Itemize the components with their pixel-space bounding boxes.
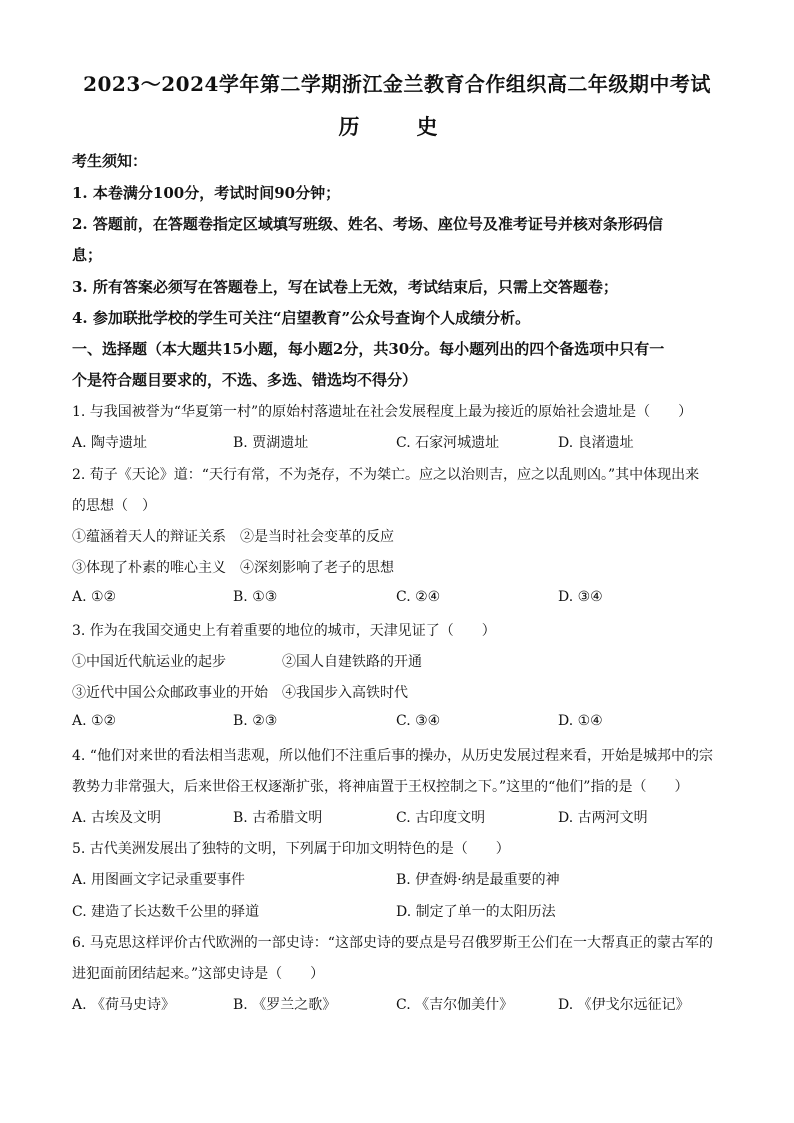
question-3-option-c[interactable]: C. ③④ — [396, 713, 441, 729]
question-6-option-d[interactable]: D. 《伊戈尔远征记》 — [558, 997, 690, 1013]
question-1-text: 1. 与我国被誉为“华夏第一村”的原始村落遗址在社会发展程度上最为接近的原始社会遗址是（ ） — [72, 404, 693, 420]
question-4-option-a[interactable]: A. 古埃及文明 — [72, 810, 162, 826]
subject-label: 历 史 — [338, 114, 456, 139]
question-6-option-c[interactable]: C. 《吉尔伽美什》 — [396, 997, 514, 1013]
section-heading: 一、选择题（本大题共15小题，每小题2分，共30分。每小题列出的四个备选项中只有一 — [72, 340, 665, 358]
question-3-option-b[interactable]: B. ②③ — [233, 713, 278, 729]
question-1-option-d[interactable]: D. 良渚遗址 — [558, 435, 634, 451]
question-4-text-cont: 教势力非常强大，后来世俗王权逐渐扩张，将神庙置于王权控制之下。”这里的“他们”指的是（ ） — [72, 779, 689, 795]
question-5-option-b[interactable]: B. 伊查姆·纳是最重要的神 — [396, 872, 560, 888]
question-2-option-d[interactable]: D. ③④ — [558, 589, 603, 605]
section-heading-cont: 个是符合题目要求的，不选、多选、错选均不得分） — [72, 371, 418, 389]
question-2-statements: ③体现了朴素的唯心主义 ④深刻影响了老子的思想 — [72, 560, 394, 576]
question-1-option-b[interactable]: B. 贾湖遗址 — [233, 435, 309, 451]
notice-heading: 考生须知： — [72, 152, 148, 170]
question-2-statements: ①蕴涵着天人的辩证关系 ②是当时社会变革的反应 — [72, 529, 394, 545]
question-6-option-b[interactable]: B. 《罗兰之歌》 — [233, 997, 337, 1013]
question-5-option-a[interactable]: A. 用图画文字记录重要事件 — [72, 872, 246, 888]
question-3-statements: ③近代中国公众邮政事业的开始 ④我国步入高铁时代 — [72, 685, 408, 701]
question-2-text-cont: 的思想（ ） — [72, 498, 156, 514]
question-2-option-c[interactable]: C. ②④ — [396, 589, 441, 605]
notice-item: 2. 答题前，在答题卷指定区域填写班级、姓名、考场、座位号及准考证号并核对条形码信 — [72, 215, 663, 233]
notice-item: 4. 参加联批学校的学生可关注“启望教育”公众号查询个人成绩分析。 — [72, 309, 531, 327]
notice-item: 1. 本卷满分100分，考试时间90分钟； — [72, 184, 341, 202]
question-3-statements: ①中国近代航运业的起步 ②国人自建铁路的开通 — [72, 654, 422, 670]
question-3-option-a[interactable]: A. ①② — [72, 713, 117, 729]
question-4-option-c[interactable]: C. 古印度文明 — [396, 810, 486, 826]
question-4-text: 4. “他们对来世的看法相当悲观，所以他们不注重后事的操办，从历史发展过程来看，开始是城邦中的宗 — [72, 748, 713, 764]
notice-item: 3. 所有答案必须写在答题卷上，写在试卷上无效，考试结束后，只需上交答题卷； — [72, 278, 618, 296]
question-6-text-cont: 进犯面前团结起来。”这部史诗是（ ） — [72, 966, 325, 982]
question-5-option-d[interactable]: D. 制定了单一的太阳历法 — [396, 904, 556, 920]
question-3-text: 3. 作为在我国交通史上有着重要的地位的城市，天津见证了（ ） — [72, 623, 496, 639]
question-3-option-d[interactable]: D. ①④ — [558, 713, 603, 729]
question-2-option-b[interactable]: B. ①③ — [233, 589, 278, 605]
notice-item: 息； — [72, 246, 103, 264]
question-1-option-a[interactable]: A. 陶寺遗址 — [72, 435, 148, 451]
exam-title: 2023～2024学年第二学期浙江金兰教育合作组织高二年级期中考试 — [83, 72, 711, 96]
question-5-text: 5. 古代美洲发展出了独特的文明，下列属于印加文明特色的是（ ） — [72, 841, 510, 857]
question-1-option-c[interactable]: C. 石家河城遗址 — [396, 435, 500, 451]
question-5-option-c[interactable]: C. 建造了长达数千公里的驿道 — [72, 904, 260, 920]
question-2-text: 2. 荀子《天论》道：“天行有常，不为尧存，不为桀亡。应之以治则吉，应之以乱则凶。”其中体现出来 — [72, 467, 700, 483]
question-6-option-a[interactable]: A. 《荷马史诗》 — [72, 997, 176, 1013]
question-2-option-a[interactable]: A. ①② — [72, 589, 117, 605]
question-6-text: 6. 马克思这样评价古代欧洲的一部史诗：“这部史诗的要点是号召俄罗斯王公们在一大帮真正的蒙古军的 — [72, 935, 713, 951]
question-4-option-b[interactable]: B. 古希腊文明 — [233, 810, 323, 826]
question-4-option-d[interactable]: D. 古两河文明 — [558, 810, 648, 826]
subject-title — [0, 111, 794, 141]
